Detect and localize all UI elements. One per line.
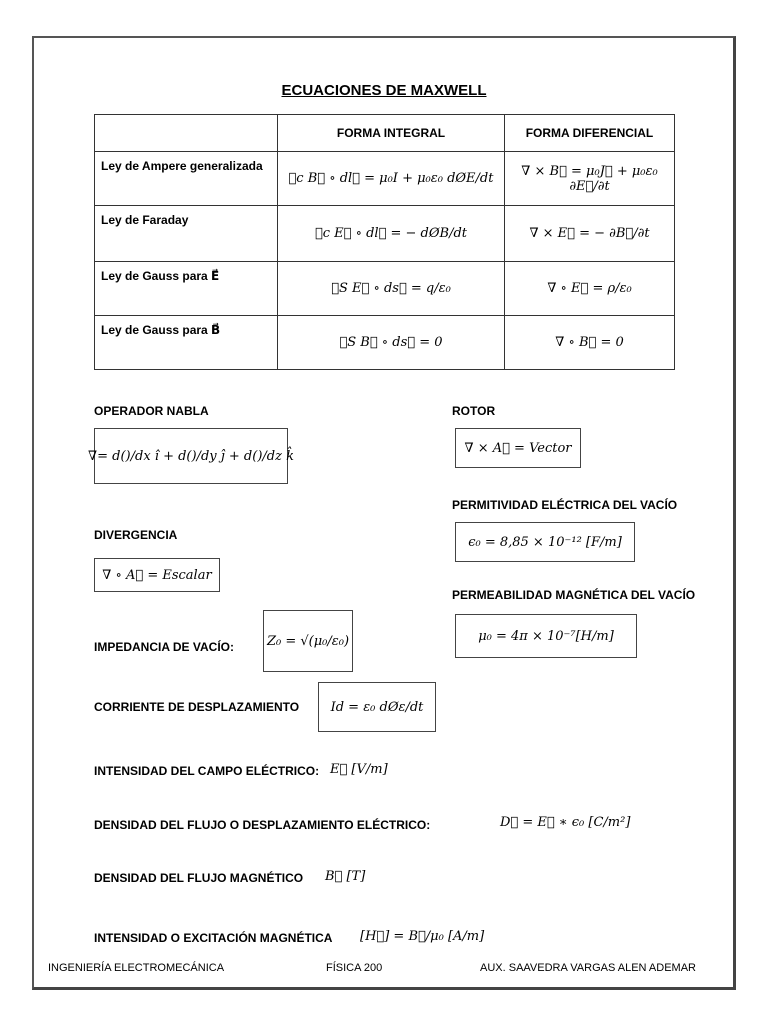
law-name: Ley de Faraday — [95, 206, 278, 262]
impedance-formula-box: Z₀ = √(μ₀/ε₀) — [263, 610, 353, 672]
law-name: Ley de Gauss para B⃗ — [95, 316, 278, 370]
nabla-label: OPERADOR NABLA — [94, 404, 209, 418]
law-name: Ley de Gauss para E⃗ — [95, 262, 278, 316]
divergence-label: DIVERGENCIA — [94, 528, 178, 542]
table-row — [95, 206, 675, 262]
maxwell-equations-table — [94, 114, 675, 370]
h-field-formula: [H⃗] = B⃗/μ₀ [A/m] — [360, 929, 485, 944]
permittivity-formula-box: ϵ₀ = 8,85 × 10⁻¹² [F/m] — [455, 522, 635, 562]
table-header-differential: FORMA DIFERENCIAL — [505, 115, 675, 152]
b-field-label: DENSIDAD DEL FLUJO MAGNÉTICO — [94, 871, 304, 885]
table-header-row — [95, 115, 675, 152]
table-header-integral: FORMA INTEGRAL — [278, 115, 505, 152]
nabla-formula-box: ∇= d()/dx î + d()/dy ĵ + d()/dz k̂ — [94, 428, 288, 484]
rotor-formula-box: ∇ × A⃗ = Vector — [455, 428, 581, 468]
law-name: Ley de Ampere generalizada — [95, 152, 278, 206]
integral-form: ∯S B⃗ ∘ ds⃗ = 0 — [278, 316, 505, 370]
divergence-formula-box: ∇ ∘ A⃗ = Escalar — [94, 558, 220, 592]
differential-form: ∇ × E⃗ = − ∂B⃗/∂t — [505, 206, 675, 262]
integral-form: ∯S E⃗ ∘ ds⃗ = q/ε₀ — [278, 262, 505, 316]
table-row — [95, 316, 675, 370]
permittivity-label: PERMITIVIDAD ELÉCTRICA DEL VACÍO — [452, 498, 678, 512]
d-field-formula: D⃗ = E⃗ ∗ ϵ₀ [C/m²] — [500, 815, 631, 830]
differential-form: ∇ × B⃗ = μ₀J⃗ + μ₀ε₀ ∂E⃗/∂t — [505, 152, 675, 206]
footer-center: FÍSICA 200 — [326, 962, 383, 974]
rotor-label: ROTOR — [452, 404, 496, 418]
differential-form: ∇ ∘ E⃗ = ρ/ε₀ — [505, 262, 675, 316]
table-header-empty — [95, 115, 278, 152]
integral-form: ∮c E⃗ ∘ dl⃗ = − dØB/dt — [278, 206, 505, 262]
e-field-label: INTENSIDAD DEL CAMPO ELÉCTRICO: — [94, 764, 320, 778]
footer-left: INGENIERÍA ELECTROMECÁNICA — [48, 962, 225, 974]
permeability-formula-box: μ₀ = 4π × 10⁻⁷[H/m] — [455, 614, 637, 658]
table-row — [95, 152, 675, 206]
differential-form: ∇ ∘ B⃗ = 0 — [505, 316, 675, 370]
permeability-label: PERMEABILIDAD MAGNÉTICA DEL VACÍO — [452, 588, 696, 602]
e-field-formula: E⃗ [V/m] — [330, 762, 388, 777]
displacement-current-formula-box: Id = ε₀ dØε/dt — [318, 682, 436, 732]
integral-form: ∮c B⃗ ∘ dl⃗ = μ₀I + μ₀ε₀ dØE/dt — [278, 152, 505, 206]
h-field-label: INTENSIDAD O EXCITACIÓN MAGNÉTICA — [94, 931, 333, 945]
page-title: ECUACIONES DE MAXWELL — [281, 82, 487, 99]
footer-right: AUX. SAAVEDRA VARGAS ALEN ADEMAR — [480, 962, 696, 974]
table-row — [95, 262, 675, 316]
d-field-label: DENSIDAD DEL FLUJO O DESPLAZAMIENTO ELÉCTRICO: — [94, 818, 431, 832]
b-field-formula: B⃗ [T] — [325, 869, 366, 884]
displacement-current-label: CORRIENTE DE DESPLAZAMIENTO — [94, 700, 300, 714]
impedance-label: IMPEDANCIA DE VACÍO: — [94, 640, 235, 654]
